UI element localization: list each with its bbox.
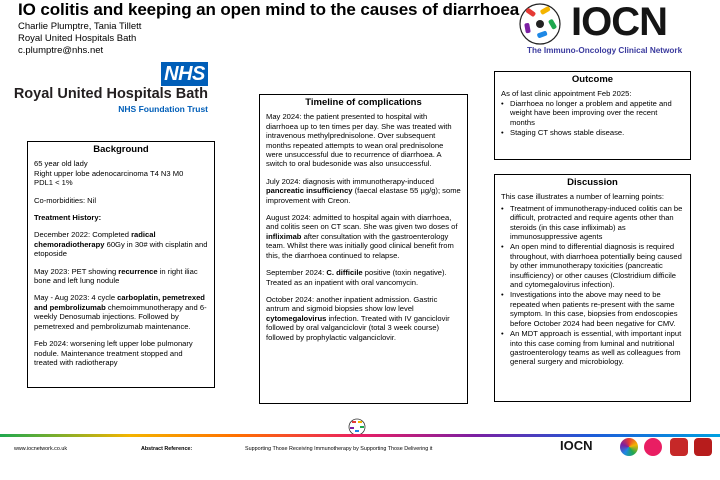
timeline-entry: August 2024: admitted to hospital again with diarrhoea, and colitis seen on CT scan. She was given two doses of infliximab after consultation with the gastroenterology team. Whilst there was initially good clinical benefit from this, the diarrhoea continued to relapse. [266, 213, 458, 260]
list-item: • Staging CT shows stable disease. [501, 128, 684, 137]
comorbidities: Co-morbidities: Nil [34, 195, 97, 205]
patient-details [34, 159, 208, 187]
institution: Royal United Hospitals Bath [18, 32, 137, 44]
patient-age: 65 year old lady [34, 159, 88, 169]
website-link[interactable]: www.iocnetwork.co.uk [14, 446, 68, 452]
history-entry: December 2022: Completed radical chemoradiotherapy 60Gy in 30# with cisplatin and etoposide [34, 230, 208, 259]
trust-name: NHS Foundation Trust [118, 104, 208, 114]
history-entry: May - Aug 2023: 4 cycle carboplatin, pemetrexed and pembrolizumab chemoimmunotherapy and 6-weekly Denosumab injections. Followed by pemetrexed and pembrolizumab maintenance. [34, 293, 207, 331]
background-heading: Background [93, 144, 149, 155]
award-badge-icon [644, 438, 662, 456]
diagnosis: Right upper lobe adenocarcinoma T4 N3 M0 [34, 168, 184, 178]
poster-title: IO colitis and keeping an open mind to the causes of diarrhoea [18, 0, 520, 19]
authors: Charlie Plumptre, Tania Tillett [18, 21, 142, 32]
list-item: • Diarrhoea no longer a problem and appetite and weight have been improving over the recent months [501, 99, 684, 127]
timeline-section [259, 94, 468, 404]
timeline-heading: Timeline of complications [305, 97, 422, 108]
hospital-name: Royal United Hospitals Bath [13, 86, 208, 102]
footer-iocn-wordmark: IOCN [560, 438, 593, 453]
timeline-entry: May 2024: the patient presented to hospital with diarrhoea up to ten times per day. She was treated with intravenous methylprednisolone. Over subsequent months repeated attempts to wean oral prednisolone were unsuccessful due to recurrence of diarrhoea. A switch to oral budesonide was also unsuccessful. [266, 112, 452, 169]
iocn-wordmark: IOCN [571, 0, 667, 44]
outcome-heading: Outcome [571, 74, 614, 85]
award-badge-icon [620, 438, 638, 456]
iocn-tagline: The Immuno-Oncology Clinical Network [527, 46, 683, 55]
treatment-history-heading: Treatment History: [34, 213, 102, 223]
history-entry: May 2023: PET showing recurrence in right iliac bone and left lung nodule [34, 266, 198, 286]
iocn-logo [513, 2, 713, 64]
footer-slogan: Supporting Those Receiving Immunotherapy by Supporting Those Delivering it [245, 446, 433, 452]
timeline-entry: September 2024: C. difficile positive (toxin negative). Treated as an inpatient with oral vancomycin. [266, 268, 447, 287]
outcome-list [501, 99, 684, 138]
nhs-logo [13, 62, 214, 114]
discussion-section [494, 174, 691, 402]
rainbow-divider [0, 434, 720, 437]
list-item: • An MDT approach is essential, with important input into this case coming from luminal and nutritional gastroenterology teams as well as colleagues from general surgery and microbiology. [501, 329, 684, 367]
discussion-list [501, 204, 684, 367]
contact-email: c.plumptre@nhs.net [18, 44, 104, 56]
list-item: • Treatment of immunotherapy-induced colitis can be difficult, protracted and require agents other than steroids (in this case infliximab) as immunosuppressive agents [501, 204, 684, 242]
partner-logo-icon [670, 438, 688, 456]
background-section [27, 141, 215, 388]
timeline-entry: July 2024: diagnosis with immunotherapy-induced pancreatic insufficiency (faecal elastase 55 µg/g); some improvement with Creon. [266, 176, 461, 205]
discussion-intro: This case illustrates a number of learning points: [501, 192, 664, 202]
author-block [18, 21, 141, 56]
iocn-emblem-icon [513, 2, 567, 46]
nhs-badge: NHS [161, 62, 208, 86]
list-item: • An open mind to differential diagnosis is required throughout, with diarrhoea potentially being caused by other immunotherapy toxicities (pancreatic insufficiency) or other causes (Clostridium difficile and cytomegalovirus infection). [501, 242, 684, 289]
list-item: • Investigations into the above may need to be repeated when patients re-present with the same symptom. In this case, biopsies from endoscopies before October 2024 had been negative for CMV. [501, 290, 684, 328]
pdl1-status: PDL1 < 1% [34, 178, 73, 188]
partner-logo-icon [694, 438, 712, 456]
history-entry: Feb 2024: worsening left upper lobe pulmonary nodule. Maintenance treatment stopped and treated with radiotherapy [34, 339, 193, 367]
outcome-intro: As of last clinic appointment Feb 2025: [501, 89, 632, 99]
timeline-entry: October 2024: another inpatient admission. Gastric antrum and sigmoid biopsies show low level cytomegalovirus infection. Treated with IV ganciclovir followed by oral valganciclovir (total 3 week course) followed by prophylactic valganciclovir. [266, 294, 450, 342]
abstract-reference-label: Abstract Reference: [141, 446, 193, 452]
discussion-heading: Discussion [567, 177, 618, 188]
outcome-section [494, 71, 691, 160]
